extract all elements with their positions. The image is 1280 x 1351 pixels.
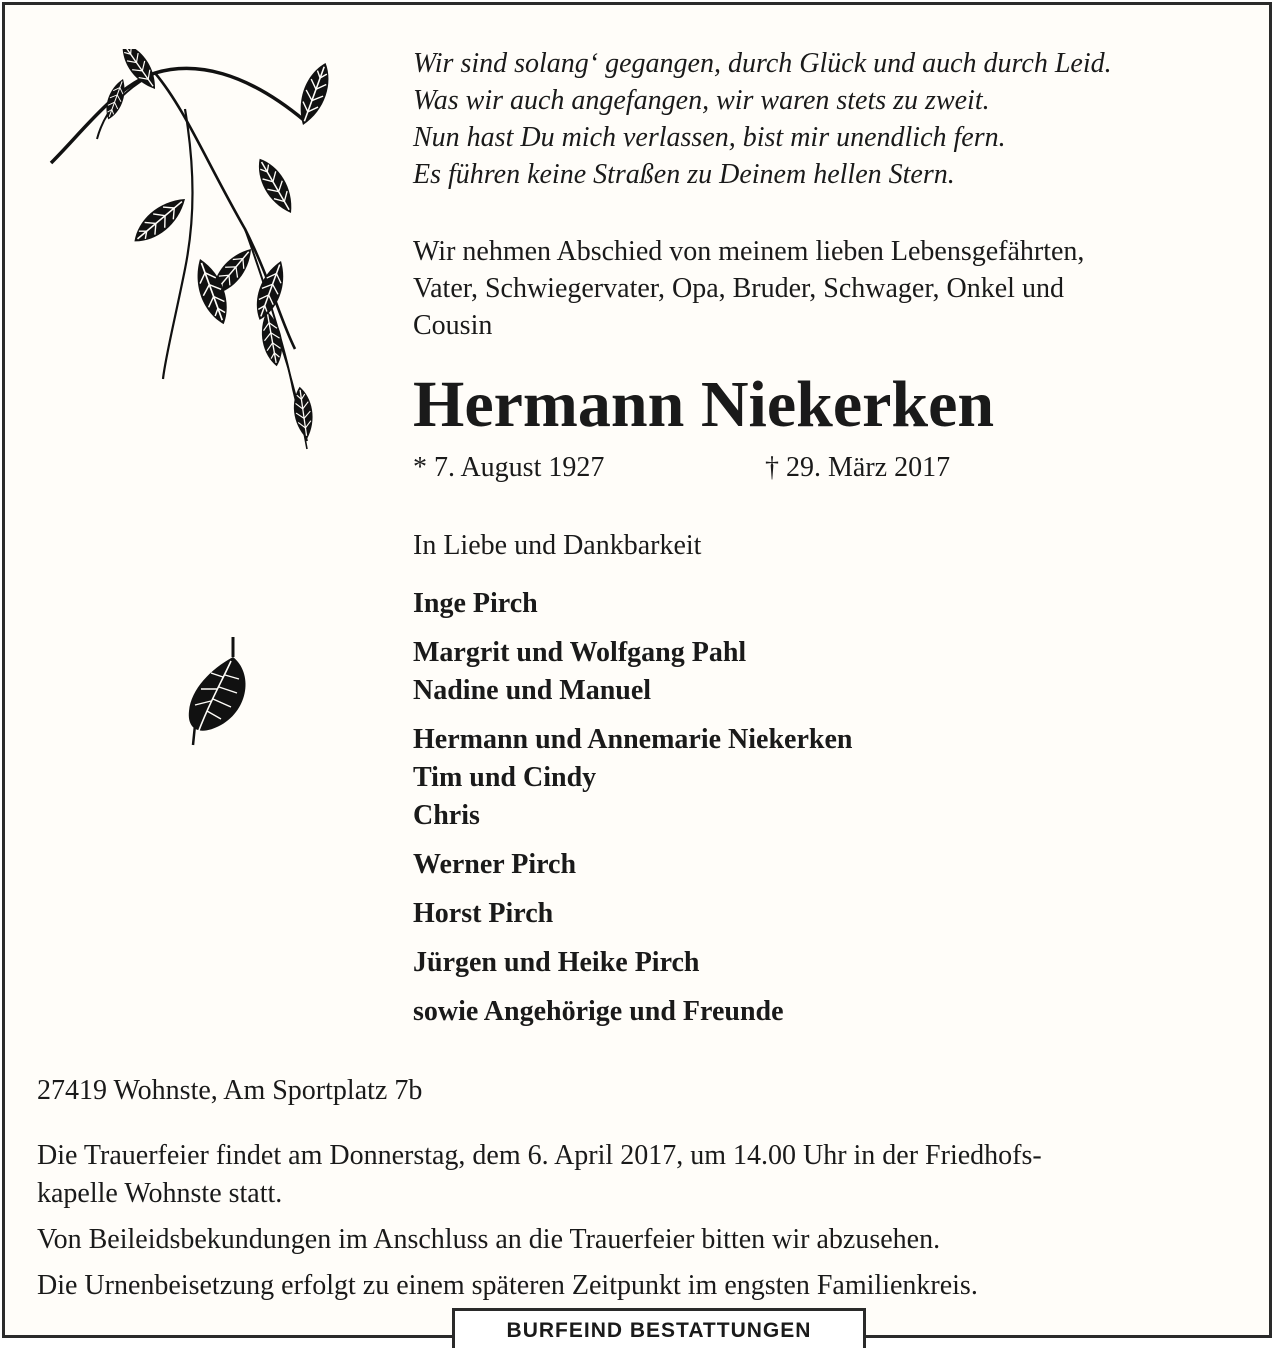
mourner-group	[413, 895, 852, 933]
obituary-notice	[2, 2, 1272, 1338]
birth-date: * 7. August 1927	[413, 452, 605, 483]
poem-line: Nun hast Du mich verlassen, bist mir unendlich fern.	[413, 122, 1006, 153]
poem-line: Was wir auch angefangen, wir waren stets zu zweit.	[413, 85, 990, 116]
condolences-notice: Von Beileidsbekundungen im Anschluss an die Trauerfeier bitten wir abzusehen.	[37, 1224, 941, 1255]
notices	[37, 1137, 1247, 1313]
urn-notice: Die Urnenbeisetzung erfolgt zu einem späteren Zeitpunkt im engsten Familienkreis.	[37, 1270, 978, 1301]
ceremony-notice	[37, 1137, 1247, 1213]
funeral-home-name: BURFEIND BESTATTUNGEN	[506, 1319, 812, 1342]
mourner-name: Hermann und Annemarie Niekerken	[413, 724, 853, 755]
ceremony-line: kapelle Wohnste statt.	[37, 1178, 283, 1209]
mourner-name: Margrit und Wolfgang Pahl	[413, 637, 747, 668]
mourner-name: Chris	[413, 800, 480, 831]
falling-leaf-icon	[177, 633, 257, 751]
farewell-text	[413, 233, 1233, 344]
in-love-line: In Liebe und Dankbarkeit	[413, 530, 702, 561]
mourner-name: Inge Pirch	[413, 588, 538, 619]
address: 27419 Wohnste, Am Sportplatz 7b	[37, 1075, 423, 1106]
mourner-group	[413, 846, 852, 884]
mourner-name: sowie Angehörige und Freunde	[413, 996, 784, 1027]
farewell-line: Vater, Schwiegervater, Opa, Bruder, Schwager, Onkel und	[413, 273, 1064, 304]
mourner-group	[413, 944, 852, 982]
mourner-name: Werner Pirch	[413, 849, 577, 880]
poem	[413, 45, 1263, 193]
mourner-name: Horst Pirch	[413, 898, 554, 929]
mourner-group	[413, 721, 852, 835]
poem-line: Es führen keine Straßen zu Deinem hellen Stern.	[413, 159, 955, 190]
mourner-name: Nadine und Manuel	[413, 675, 652, 706]
birch-branch-icon	[45, 49, 345, 499]
mourner-group	[413, 634, 852, 710]
farewell-line: Wir nehmen Abschied von meinem lieben Lebensgefährten,	[413, 236, 1085, 267]
death-date: † 29. März 2017	[765, 452, 951, 483]
mourner-group	[413, 993, 852, 1031]
funeral-home-tab	[452, 1308, 866, 1348]
mourner-name: Jürgen und Heike Pirch	[413, 947, 700, 978]
mourner-group	[413, 585, 852, 623]
ceremony-line: Die Trauerfeier findet am Donnerstag, dem 6. April 2017, um 14.00 Uhr in der Friedhofs-	[37, 1140, 1042, 1171]
poem-line: Wir sind solang‘ gegangen, durch Glück und auch durch Leid.	[413, 48, 1112, 79]
deceased-name: Hermann Niekerken	[413, 368, 995, 441]
mourner-name: Tim und Cindy	[413, 762, 597, 793]
farewell-line: Cousin	[413, 310, 493, 341]
mourners-list	[413, 585, 852, 1042]
